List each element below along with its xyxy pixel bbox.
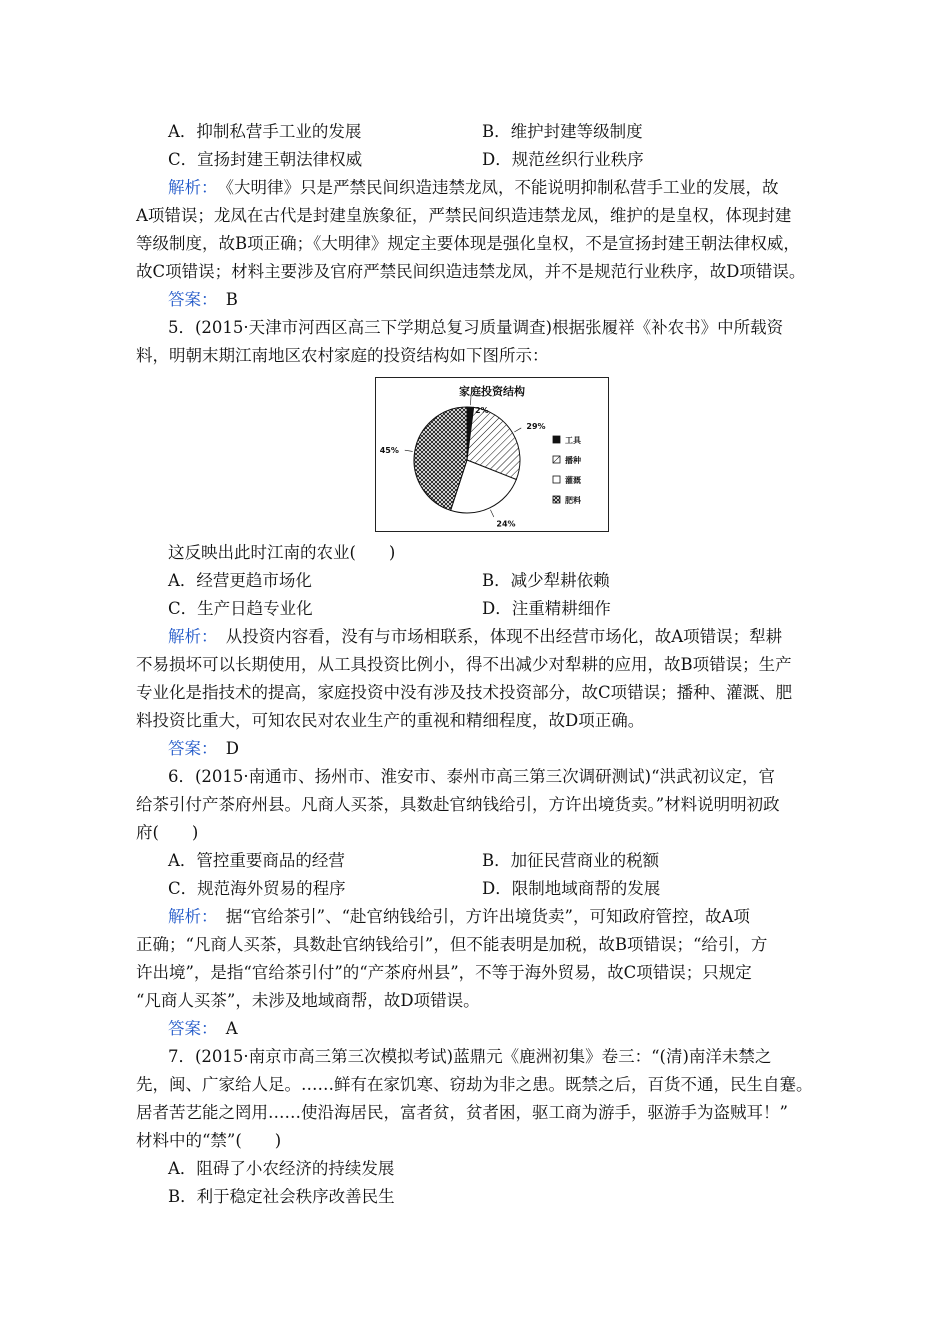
q5-option-c: C．生产日趋专业化 — [168, 599, 313, 618]
q5-answer — [168, 737, 239, 761]
q6-stem-line-3: 府( ) — [136, 823, 199, 842]
q4-analysis-line-3: 等级制度，故B项正确；《大明律》规定主要体现是强化皇权，不是宣扬封建王朝法律权威， — [136, 234, 800, 253]
pie-value-label-1: 2% — [475, 406, 489, 415]
pie-leader-line-1 — [470, 397, 471, 405]
q6-answer — [168, 1017, 238, 1041]
q4-option-c: C．宣扬封建王朝法律权威 — [168, 150, 363, 169]
q4-analysis-line-4: 故C项错误；材料主要涉及官府严禁民间织造违禁龙凤，并不是规范行业秩序，故D项错误。 — [136, 262, 806, 281]
q5-answer-label: 答案： — [168, 739, 210, 758]
q6-analysis-line-1: 解析： 据“官给茶引”、“赴官纳钱给引，方许出境货卖”，可知政府管控，故A项 — [168, 907, 750, 926]
q7-option-a: A．阻碍了小农经济的持续发展 — [168, 1159, 395, 1178]
legend-swatch-2 — [553, 456, 560, 463]
q6-option-b: B．加征民营商业的税额 — [482, 851, 660, 870]
legend-swatch-4 — [553, 496, 560, 503]
q4-analysis-line-1: 解析： 《大明律》只是严禁民间织造违禁龙凤，不能说明抑制私营手工业的发展，故 — [168, 178, 779, 197]
q4-option-b: B．维护封建等级制度 — [482, 122, 643, 141]
q6-analysis-line-4: “凡商人买茶”，未涉及地域商帮，故D项错误。 — [136, 991, 480, 1010]
q5-stem-line-2: 料，明朝末期江南地区农村家庭的投资结构如下图所示： — [136, 346, 549, 365]
pie-leader-line-3 — [490, 510, 493, 517]
legend-label-4: 肥料 — [565, 496, 581, 505]
q6-analysis-label: 解析： — [168, 907, 210, 926]
pie-value-label-2: 29% — [526, 421, 546, 431]
q4-answer-label: 答案： — [168, 290, 210, 309]
q5-option-a: A．经营更趋市场化 — [168, 571, 312, 590]
q5-analysis-line-3: 专业化是指技术的提高，家庭投资中没有涉及技术投资部分，故C项错误；播种、灌溉、肥 — [136, 683, 793, 702]
q6-option-c: C．规范海外贸易的程序 — [168, 879, 346, 898]
q5-analysis-line-1: 解析： 从投资内容看，没有与市场相联系，体现不出经营市场化，故A项错误；犁耕 — [168, 627, 783, 646]
q4-analysis-line-2: A项错误；龙凤在古代是封建皇族象征，严禁民间织造违禁龙凤，维护的是皇权，体现封建 — [136, 206, 792, 225]
q7-stem-line-1: 7．(2015·南京市高三第三次模拟考试)蓝鼎元《鹿洲初集》卷三：“(清)南洋未禁之 — [168, 1047, 772, 1066]
q7-stem-line-4: 材料中的“禁”( ) — [136, 1131, 282, 1150]
q5-question: 这反映出此时江南的农业( ) — [168, 543, 396, 562]
legend-swatch-3 — [553, 476, 560, 483]
q6-stem-line-2: 给茶引付产茶府州县。凡商人买茶，具数赴官纳钱给引，方许出境货卖。”材料说明明初政 — [136, 795, 780, 814]
q5-analysis-line-2: 不易损坏可以长期使用，从工具投资比例小，得不出减少对犁耕的应用，故B项错误；生产 — [136, 655, 792, 674]
q4-answer-value: B — [225, 290, 238, 309]
q6-option-a: A．管控重要商品的经营 — [168, 851, 345, 870]
q5-option-b: B．减少犁耕依赖 — [482, 571, 610, 590]
q4-answer — [168, 288, 238, 312]
q5-stem-line-1: 5．(2015·天津市河西区高三下学期总复习质量调查)根据张履祥《补农书》中所载资 — [168, 318, 784, 337]
q6-stem-line-1: 6．(2015·南通市、扬州市、淮安市、泰州市高三第三次调研测试)“洪武初议定，官 — [168, 767, 776, 786]
q7-stem-line-3: 居者苦艺能之罔用……使沿海居民，富者贫，贫者困，驱工商为游手，驱游手为盗贼耳！” — [136, 1103, 788, 1122]
investment-pie-chart — [375, 377, 609, 532]
q5-analysis-label: 解析： — [168, 627, 210, 646]
q7-option-b: B．利于稳定社会秩序改善民生 — [168, 1187, 395, 1206]
pie-value-label-4: 45% — [379, 446, 399, 456]
legend-label-1: 工具 — [565, 436, 581, 445]
pie-chart-svg — [376, 378, 608, 531]
pie-slices — [414, 407, 520, 513]
q7-stem-line-2: 先，闽、广家给人足。……鲜有在家饥寒、窃劫为非之患。既禁之后，百货不通，民生自蹇。 — [136, 1075, 813, 1094]
q5-analysis-line-4: 料投资比重大，可知农民对农业生产的重视和精细程度，故D项正确。 — [136, 711, 645, 730]
chart-title: 家庭投资结构 — [459, 385, 525, 398]
chart-legend — [553, 436, 582, 505]
q4-analysis-label: 解析： — [168, 178, 210, 197]
q4-option-d: D．规范丝织行业秩序 — [482, 150, 644, 169]
q6-analysis-line-2: 正确；“凡商人买茶，具数赴官纳钱给引”，但不能表明是加税，故B项错误；“给引，方 — [136, 935, 768, 954]
q6-answer-label: 答案： — [168, 1019, 210, 1038]
pie-value-label-3: 24% — [496, 519, 516, 529]
q6-analysis-line-3: 许出境”，是指“官给茶引付”的“产茶府州县”，不等于海外贸易，故C项错误；只规定 — [136, 963, 752, 982]
q4-option-a: A．抑制私营手工业的发展 — [168, 122, 362, 141]
pie-leader-line-4 — [405, 450, 413, 451]
legend-label-3: 灌溉 — [565, 476, 581, 485]
q6-option-d: D．限制地域商帮的发展 — [482, 879, 661, 898]
q5-answer-value: D — [225, 739, 239, 758]
pie-leader-line-2 — [514, 428, 521, 432]
legend-label-2: 播种 — [565, 456, 581, 465]
q5-option-d: D．注重精耕细作 — [482, 599, 611, 618]
q6-answer-value: A — [225, 1019, 238, 1038]
legend-swatch-1 — [553, 436, 560, 443]
